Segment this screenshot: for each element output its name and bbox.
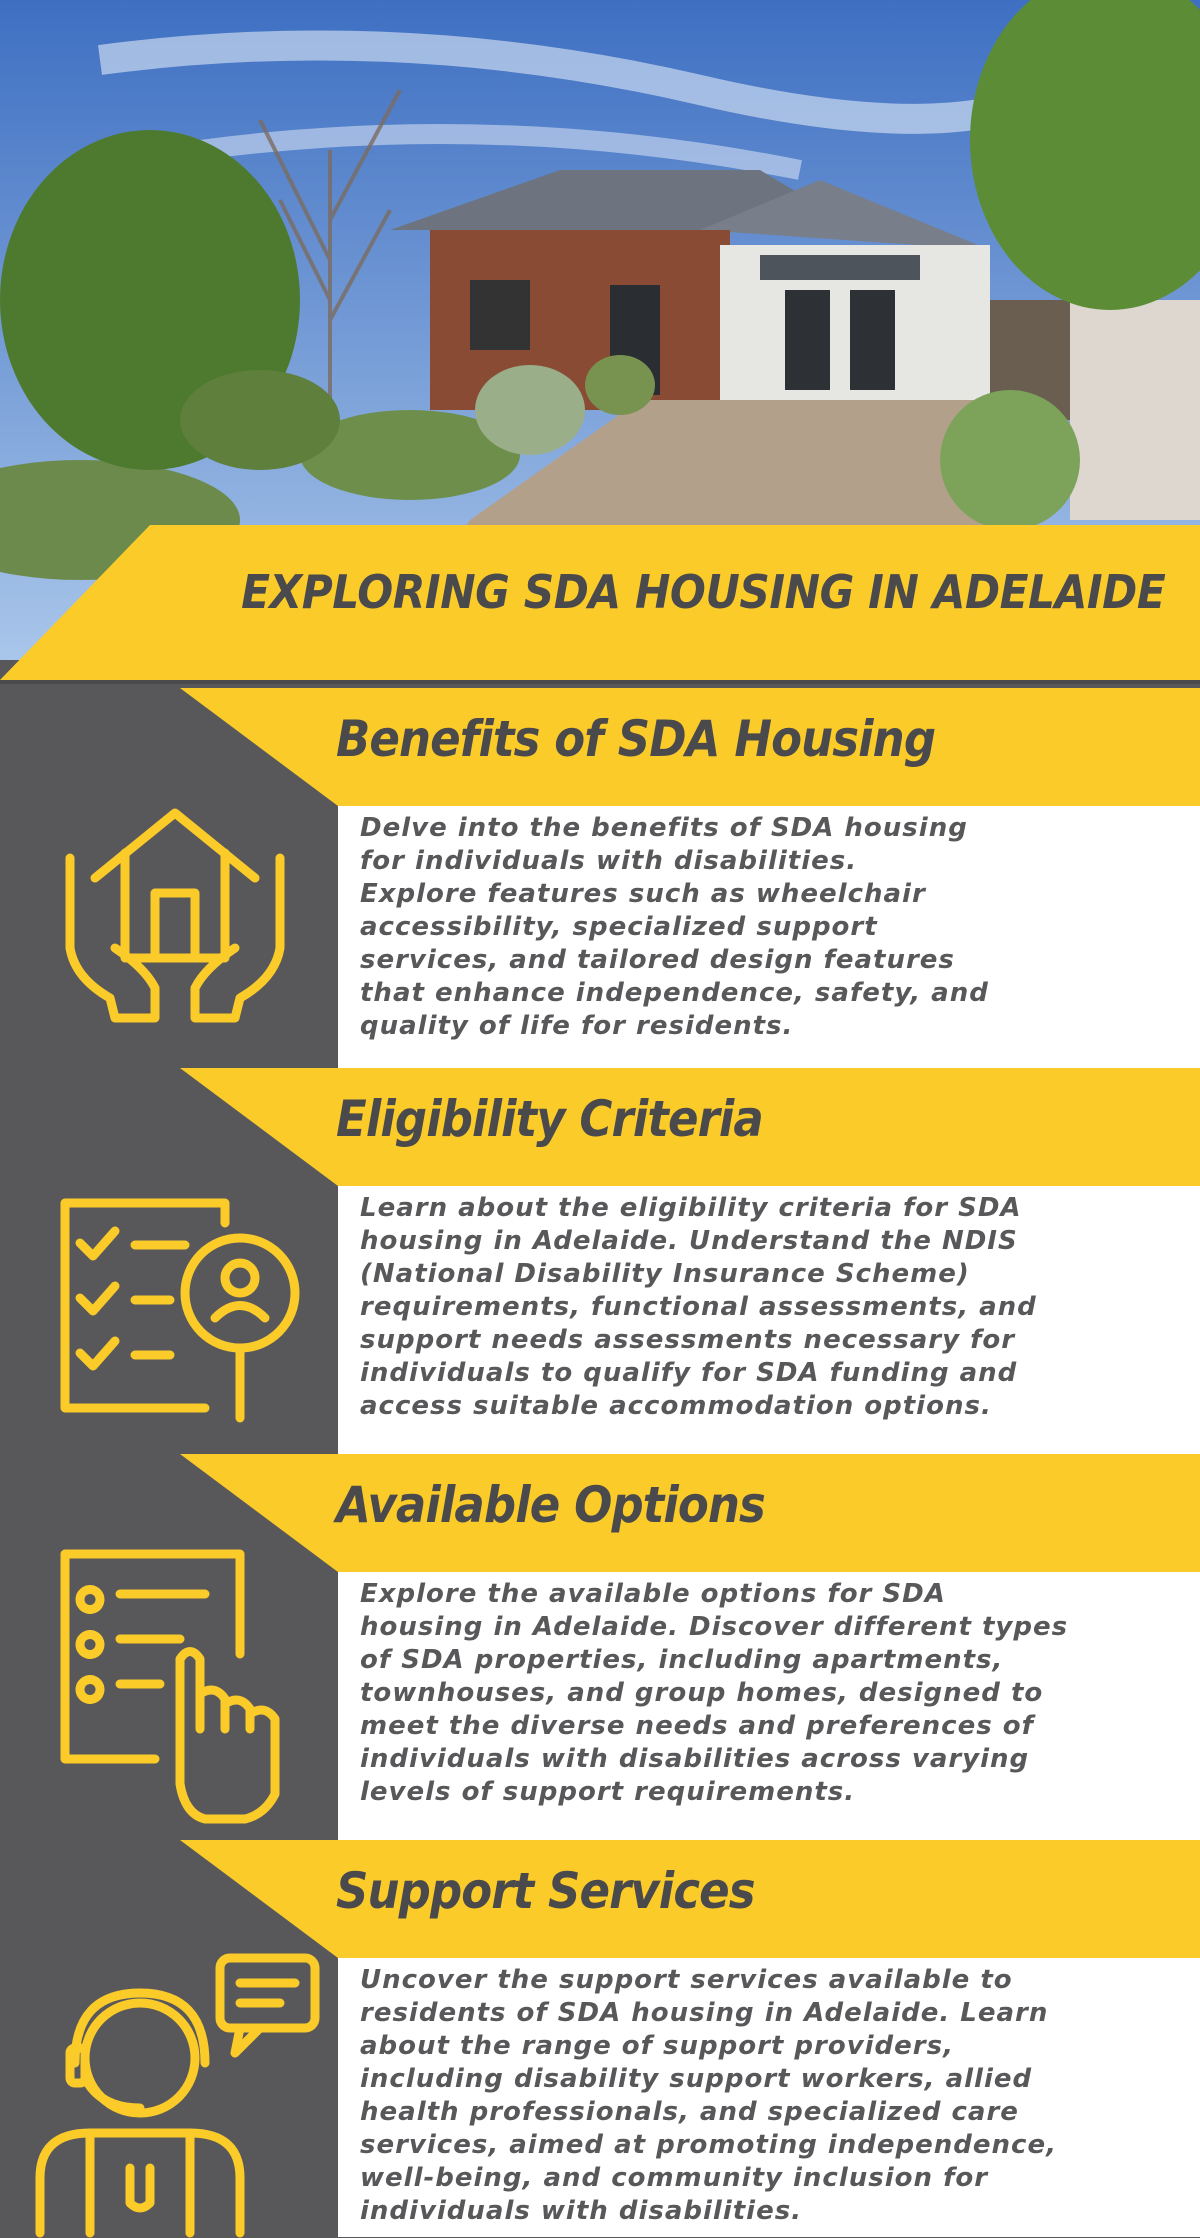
section-header (0, 688, 1200, 806)
section-header (0, 1840, 1200, 1958)
title-divider (0, 680, 1200, 684)
section-body (338, 1958, 1200, 2237)
section-text: Explore the available options for SDA housing in Adelaide. Discover different types of SDA properties, including apartments, townhouses, and group homes, designed to meet the diverse needs and preferences of individuals with disabilities across varying levels of support requirements. (360, 1579, 1069, 1807)
section-options (0, 1454, 1200, 1840)
section-header (0, 1068, 1200, 1186)
section-text: Uncover the support services available to residents of SDA housing in Adelaide. Learn about the range of support providers, including disability support workers, allied health professionals, and specialized care services, aimed at promoting independence, well-being, and community inclusion for individuals with disabilities. (360, 1965, 1057, 2226)
section-body (338, 806, 1200, 1070)
section-title: Eligibility Criteria (336, 1090, 763, 1148)
support-agent-icon (30, 1948, 330, 2238)
section-benefits (0, 688, 1200, 1068)
section-title: Support Services (336, 1862, 755, 1920)
checklist-magnifier-icon (55, 1193, 305, 1433)
section-title: Available Options (336, 1476, 765, 1534)
section-body (338, 1572, 1200, 1840)
section-eligibility (0, 1068, 1200, 1454)
title-banner (0, 525, 1200, 680)
checklist-pointer-icon (55, 1544, 295, 1824)
section-text: Learn about the eligibility criteria for SDA housing in Adelaide. Understand the NDIS (National Disability Insurance Scheme) requirements, functional assessments, and support needs assessments necessary for individuals to qualify for SDA funding and access suitable accommodation options. (360, 1193, 1037, 1421)
section-support (0, 1840, 1200, 2237)
hands-house-icon (55, 798, 295, 1028)
page-title: EXPLORING SDA HOUSING IN ADELAIDE (241, 565, 1166, 619)
section-title: Benefits of SDA Housing (336, 710, 936, 768)
section-text: Delve into the benefits of SDA housing for individuals with disabilities. Explore features such as wheelchair accessibility, specialized support services, and tailored design features that enhance independence, safety, and quality of life for residents. (360, 813, 989, 1041)
section-body (338, 1186, 1200, 1454)
